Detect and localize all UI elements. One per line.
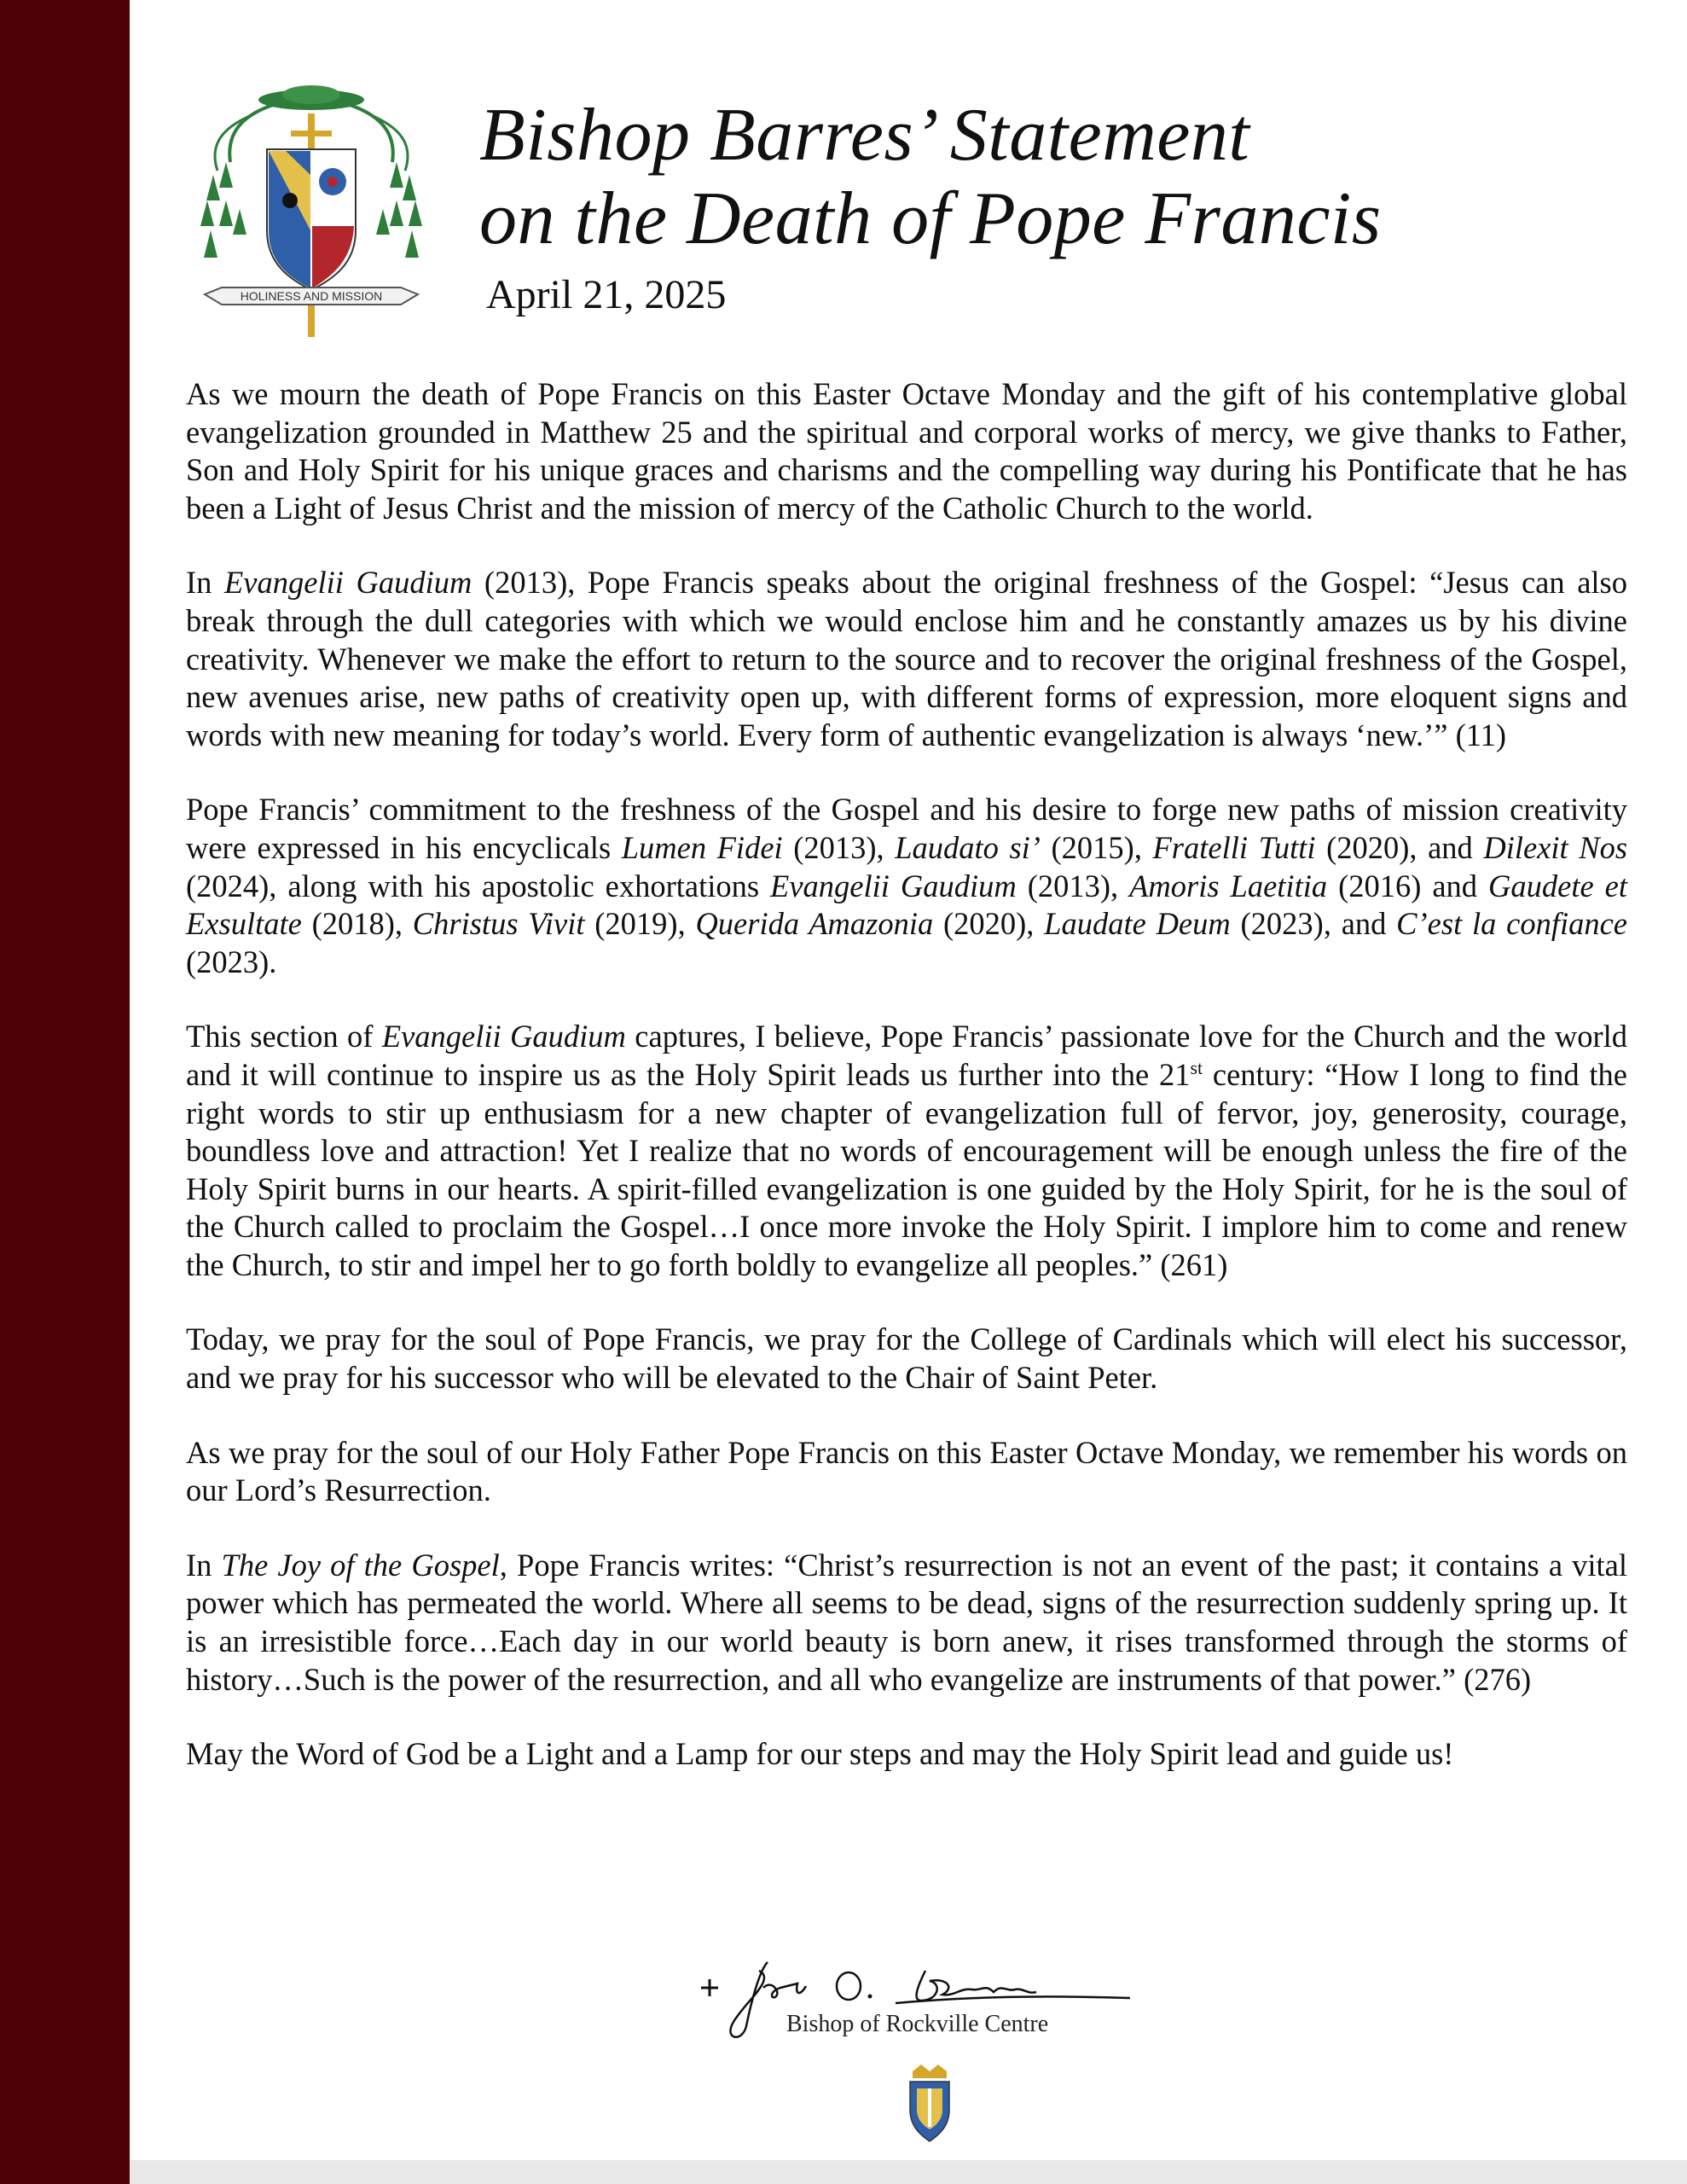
left-tassels-icon bbox=[200, 162, 246, 258]
diocese-seal-icon bbox=[900, 2063, 959, 2144]
statement-body bbox=[186, 375, 1627, 1774]
paragraph-4: This section of Evangelii Gaudium captures, I believe, Pope Francis’ passionate love for the Church and the world and it will continue to inspire us as the Holy Spirit leads us further into the 21st century: “How I long to find the right words to stir up enthusiasm for a new chapter of evangelization full of fervor, joy, generosity, courage, boundless love and attraction! Yet I realize that no words of encouragement will be enough unless the fire of the Holy Spirit burns in our hearts. A spirit-filled evangelization is one guided by the Holy Spirit, for he is the soul of the Church called to proclaim the Gospel…I once more invoke the Holy Spirit. I implore him to come and renew the Church, to stir and impel her to go forth boldly to evangelize all peoples.” (261) bbox=[186, 1019, 1628, 1282]
paragraph-8: May the Word of God be a Light and a Lamp for our steps and may the Holy Spirit lead and guide us! bbox=[186, 1736, 1454, 1772]
motto-text: HOLINESS AND MISSION bbox=[240, 289, 383, 303]
bottom-scroll-strip bbox=[130, 2160, 1687, 2184]
title-block bbox=[479, 94, 1588, 261]
paragraph-1: As we mourn the death of Pope Francis on this Easter Octave Monday and the gift of his contemplative global evangelization grounded in Matthew 25 and the spiritual and corporal works of mercy, we give thanks to Father, Son and Holy Spirit for his unique graces and charisms and the compelling way during his Pontificate that he has been a Light of Jesus Christ and the mission of mercy of the Catholic Church to the world. bbox=[186, 376, 1627, 526]
title-line-2: on the Death of Pope Francis bbox=[479, 177, 1382, 260]
signature-caption: Bishop of Rockville Centre bbox=[786, 2011, 1049, 2037]
paragraph-5: Today, we pray for the soul of Pope Francis, we pray for the College of Cardinals which will elect his successor, and we pray for his successor who will be elevated to the Chair of Saint Peter. bbox=[186, 1321, 1627, 1396]
title-line-1: Bishop Barres’ Statement bbox=[479, 94, 1250, 177]
paragraph-2: In Evangelii Gaudium (2013), Pope Francis speaks about the original freshness of the Gospel: “Jesus can also break through the dull categories with which we would enclose him and he constantly amazes us by his divine creativity. Whenever we make the effort to return to the source and to recover the original freshness of the Gospel, new avenues arise, new paths of creativity open up, with different forms of expression, more eloquent signs and words with new meaning for today’s world. Every form of authentic evangelization is always ‘new.’” (11) bbox=[186, 565, 1628, 752]
bishop-coat-of-arms-logo bbox=[192, 81, 431, 337]
paragraph-7: In The Joy of the Gospel, Pope Francis writes: “Christ’s resurrection is not an event of the past; it contains a vital power which has permeated the world. Where all seems to be dead, signs of the resurrection suddenly spring up. It is an irresistible force…Each day in our world beauty is born anew, it rises transformed through the storms of history…Such is the power of the resurrection, and all who evangelize are instruments of that power.” (276) bbox=[186, 1547, 1628, 1697]
right-tassels-icon bbox=[376, 162, 422, 258]
paragraph-3: Pope Francis’ commitment to the freshness of the Gospel and his desire to forge new paths of mission creativity were expressed in his encyclicals Lumen Fidei (2013), Laudato si’ (2015), Fratelli Tutti (2020), and Dilexit Nos (2024), along with his apostolic exhortations Evangelii Gaudium (2013), Amoris Laetitia (2016) and Gaudete et Exsultate (2018), Christus Vivit (2019), Querida Amazonia (2020), Laudate Deum (2023), and C’est la confiance (2023). bbox=[186, 792, 1628, 979]
statement-date: April 21, 2025 bbox=[486, 272, 727, 317]
maroon-side-bar bbox=[0, 0, 130, 2184]
paragraph-6: As we pray for the soul of our Holy Father Pope Francis on this Easter Octave Monday, we remember his words on our Lord’s Resurrection. bbox=[186, 1434, 1627, 1508]
